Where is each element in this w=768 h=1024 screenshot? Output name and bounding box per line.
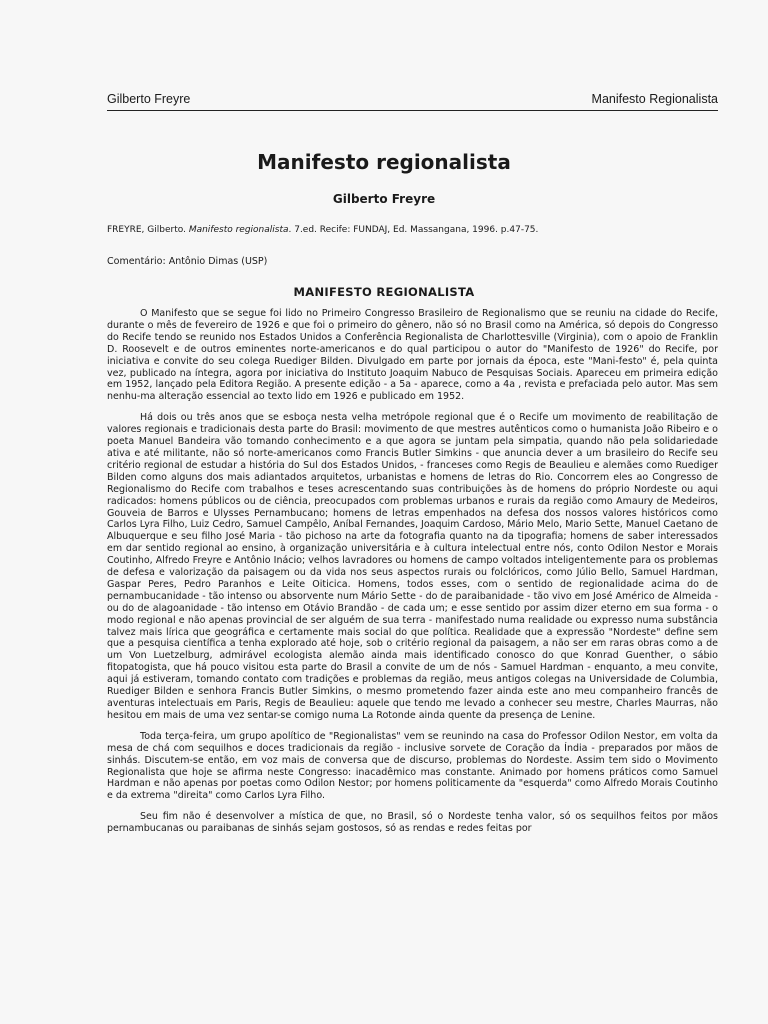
paragraph: Seu fim não é desenvolver a mística de que, no Brasil, só o Nordeste tenha valor, só os sequilhos feitos por mãos pernambucanas ou paraibanas de sinhás sejam gostosos, só as rendas e redes feitas por — [107, 811, 718, 835]
paragraph: Toda terça-feira, um grupo apolítico de "Regionalistas" vem se reunindo na casa do Professor Odilon Nestor, em volta da mesa de chá com sequilhos e doces tradicionais da região - inclusive sorvete de Coração da Índia - preparados por mãos de sinhás. Discutem-se então, em voz mais de conversa que de discurso, problemas do Nordeste. Assim tem sido o Movimento Regionalista que hoje se afirma neste Congresso: inacadêmico mas constante. Animado por homens práticos como Samuel Hardman e não apenas por poetas como Odilon Nestor; por homens politicamente da "esquerda" como Alfredo Morais Coutinho e da extrema "direita" como Carlos Lyra Filho. — [107, 730, 718, 802]
commentary-credit: Comentário: Antônio Dimas (USP) — [107, 256, 268, 267]
citation-work-title: Manifesto regionalista — [188, 225, 289, 235]
paragraph: Há dois ou três anos que se esboça nesta velha metrópole regional que é o Recife um movimento de reabilitação de valores regionais e tradicionais desta parte do Brasil: movimento de que mestres autênticos como o humanista João Ribeiro e o poeta Manuel Bandeira vão tomando conhecimento e a que agora se juntam pela simpatia, quando não pela solidariedade ativa e até militante, não só norte-americanos como Francis Butler Simkins - que anuncia dever a um brasileiro do Recife seu critério regional de estudar a história do Sul dos Estados Unidos, - franceses como Regis de Beaulieu e alemães como Ruediger Bilden como alguns dos mais adiantados arquitetos, urbanistas e homens de letras do Rio. Concorrem eles ao Congresso de Regionalismo do Recife com trabalhos e teses acrescentando suas contribuições às de homens do próprio Nordeste ou aqui radicados: homens públicos ou de ciência, preocupados com problemas urbanos e rurais da região como Amaury de Medeiros, Gouveia de Barros e Ulysses Pernambucano; homens de letras empenhados na defesa dos nossos valores históricos como Carlos Lyra Filho, Luiz Cedro, Samuel Campêlo, Aníbal Fernandes, Joaquim Cardoso, Mário Melo, Mario Sette, Manuel Caetano de Albuquerque e seu filho José Maria - tão pichoso na arte da fotografia quanto na da tipografia; homens de saber interessados em dar sentido regional ao ensino, à organização universitária e à cultura intelectual entre nós, conto Odilon Nestor e Morais Coutinho, Alfredo Freyre e Antônio Inácio; velhos lavradores ou homens de campo voltados inteligentemente para os problemas de defesa e valorização da paisagem ou da vida nos seus aspectos rurais ou folclóricos, como Júlio Bello, Samuel Hardman, Gaspar Peres, Pedro Paranhos e Leite Oiticica. Homens, todos esses, com o sentido de regionalidade acima do de pernambucanidade - tão intenso ou absorvente num Mário Sette - do de paraibanidade - tão vivo em José Américo de Almeida - ou do de alagoanidade - tão intenso em Otávio Brandão - de cada um; e esse sentido por assim dizer eterno em sua forma - o modo regional e não apenas provincial de ser alguém de sua terra - manifestado numa realidade ou expresso numa substância talvez mais lírica que geográfica e certamente mais social do que política. Realidade que a expressão "Nordeste" define sem que a pesquisa científica a tenha explorado até hoje, sob o critério regional da paisagem, a não ser em raras obras como a de um Von Luetzelburg, admirável ecologista alemão ainda mais identificado conosco do que Konrad Guenther, o sábio fitopatogista, que há pouco visitou esta parte do Brasil a convite de um de nós - Samuel Hardman - enquanto, a meu convite, aqui já estiveram, tomando contato com tradições e problemas da região, meus antigos colegas na Universidade de Columbia, Ruediger Bilden e senhora Francis Butler Simkins, o mesmo prometendo fazer ainda este ano meu companheiro francês de aventuras intelectuais em Paris, Regis de Beaulieu: aquele que tendo me levado a conhecer seu mestre, Charles Maurras, não hesitou em mais de uma vez sentar-se comigo numa La Rotonde ainda quente da presença de Lenine. — [107, 412, 718, 721]
document-author: Gilberto Freyre — [332, 192, 436, 206]
body-text — [107, 308, 718, 844]
citation-prefix: FREYRE, Gilberto. — [107, 225, 189, 235]
paragraph: O Manifesto que se segue foi lido no Primeiro Congresso Brasileiro de Regionalismo que se reuniu na cidade do Recife, durante o mês de fevereiro de 1926 e que foi o primeiro do gênero, não só no Brasil como na América, só depois do Congresso do Recife tendo se reunido nos Estados Unidos a Conferência Regionalista de Charlottesville (Virginia), com o apoio de Franklin D. Roosevelt e de outros eminentes norte-americanos e do qual participou o autor do "Manifesto de 1926" do Recife, por iniciativa e convite do seu colega Ruediger Bilden. Divulgado em parte por jornais da época, este "Mani-festo" é, pela quinta vez, publicado na íntegra, agora por iniciativa do Instituto Joaquim Nabuco de Pesquisas Sociais. Apareceu em primeira edição em 1952, lançado pela Editora Região. A presente edição - a 5a - aparece, como a 4a , revista e prefaciada pelo autor. Mas sem nenhu-ma alteração essencial ao texto lido em 1926 e publicado em 1952. — [107, 308, 718, 403]
header-title: Manifesto Regionalista — [591, 92, 718, 106]
section-heading: MANIFESTO REGIONALISTA — [293, 285, 475, 299]
document-title: Manifesto regionalista — [257, 150, 511, 174]
header-author: Gilberto Freyre — [107, 92, 191, 106]
running-header — [107, 90, 718, 111]
bibliographic-citation — [107, 225, 718, 235]
citation-suffix: . 7.ed. Recife: FUNDAJ, Ed. Massangana, 1996. p.47-75. — [288, 225, 539, 235]
